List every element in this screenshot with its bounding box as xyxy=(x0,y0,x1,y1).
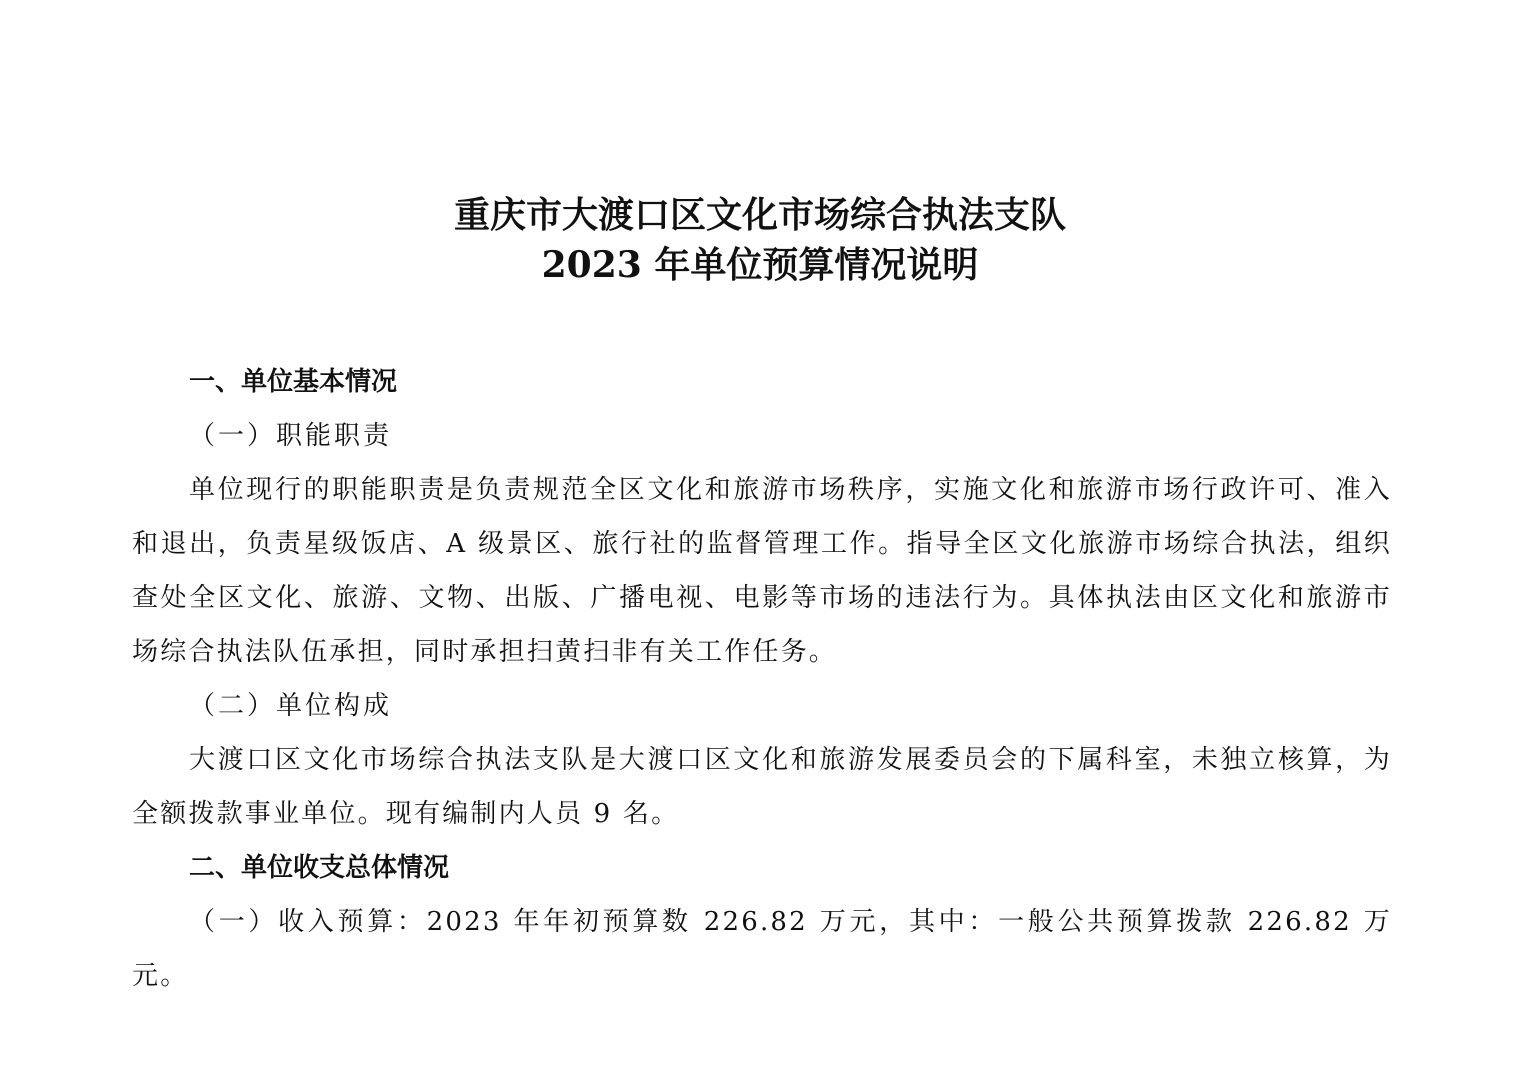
section-1-sub-2-paragraph: 大渡口区文化市场综合执法支队是大渡口区文化和旅游发展委员会的下属科室，未独立核算，为全额拨款事业单位。现有编制内人员 9 名。 xyxy=(132,745,1392,829)
title-line-2: 2023 年单位预算情况说明 xyxy=(541,244,979,286)
document-body xyxy=(132,355,1392,1003)
section-2-sub-1-paragraph: （一）收入预算：2023 年年初预算数 226.82 万元，其中：一般公共预算拨款 226.82 万元。 xyxy=(132,907,1392,991)
section-1-sub-1-heading: （一）职能职责 xyxy=(189,421,393,451)
document-title xyxy=(0,190,1520,290)
section-1-heading: 一、单位基本情况 xyxy=(189,367,398,397)
section-2-heading: 二、单位收支总体情况 xyxy=(189,853,450,883)
section-1-sub-2-heading: （二）单位构成 xyxy=(189,691,393,721)
title-line-1: 重庆市大渡口区文化市场综合执法支队 xyxy=(453,194,1066,236)
section-1-sub-1-paragraph: 单位现行的职能职责是负责规范全区文化和旅游市场秩序，实施文化和旅游市场行政许可、准入和退出，负责星级饭店、A 级景区、旅行社的监督管理工作。指导全区文化旅游市场综合执法，组织查处全区文化、旅游、文物、出版、广播电视、电影等市场的违法行为。具体执法由区文化和旅游市场综合执法队伍承担，同时承担扫黄扫非有关工作任务。 xyxy=(132,475,1392,667)
